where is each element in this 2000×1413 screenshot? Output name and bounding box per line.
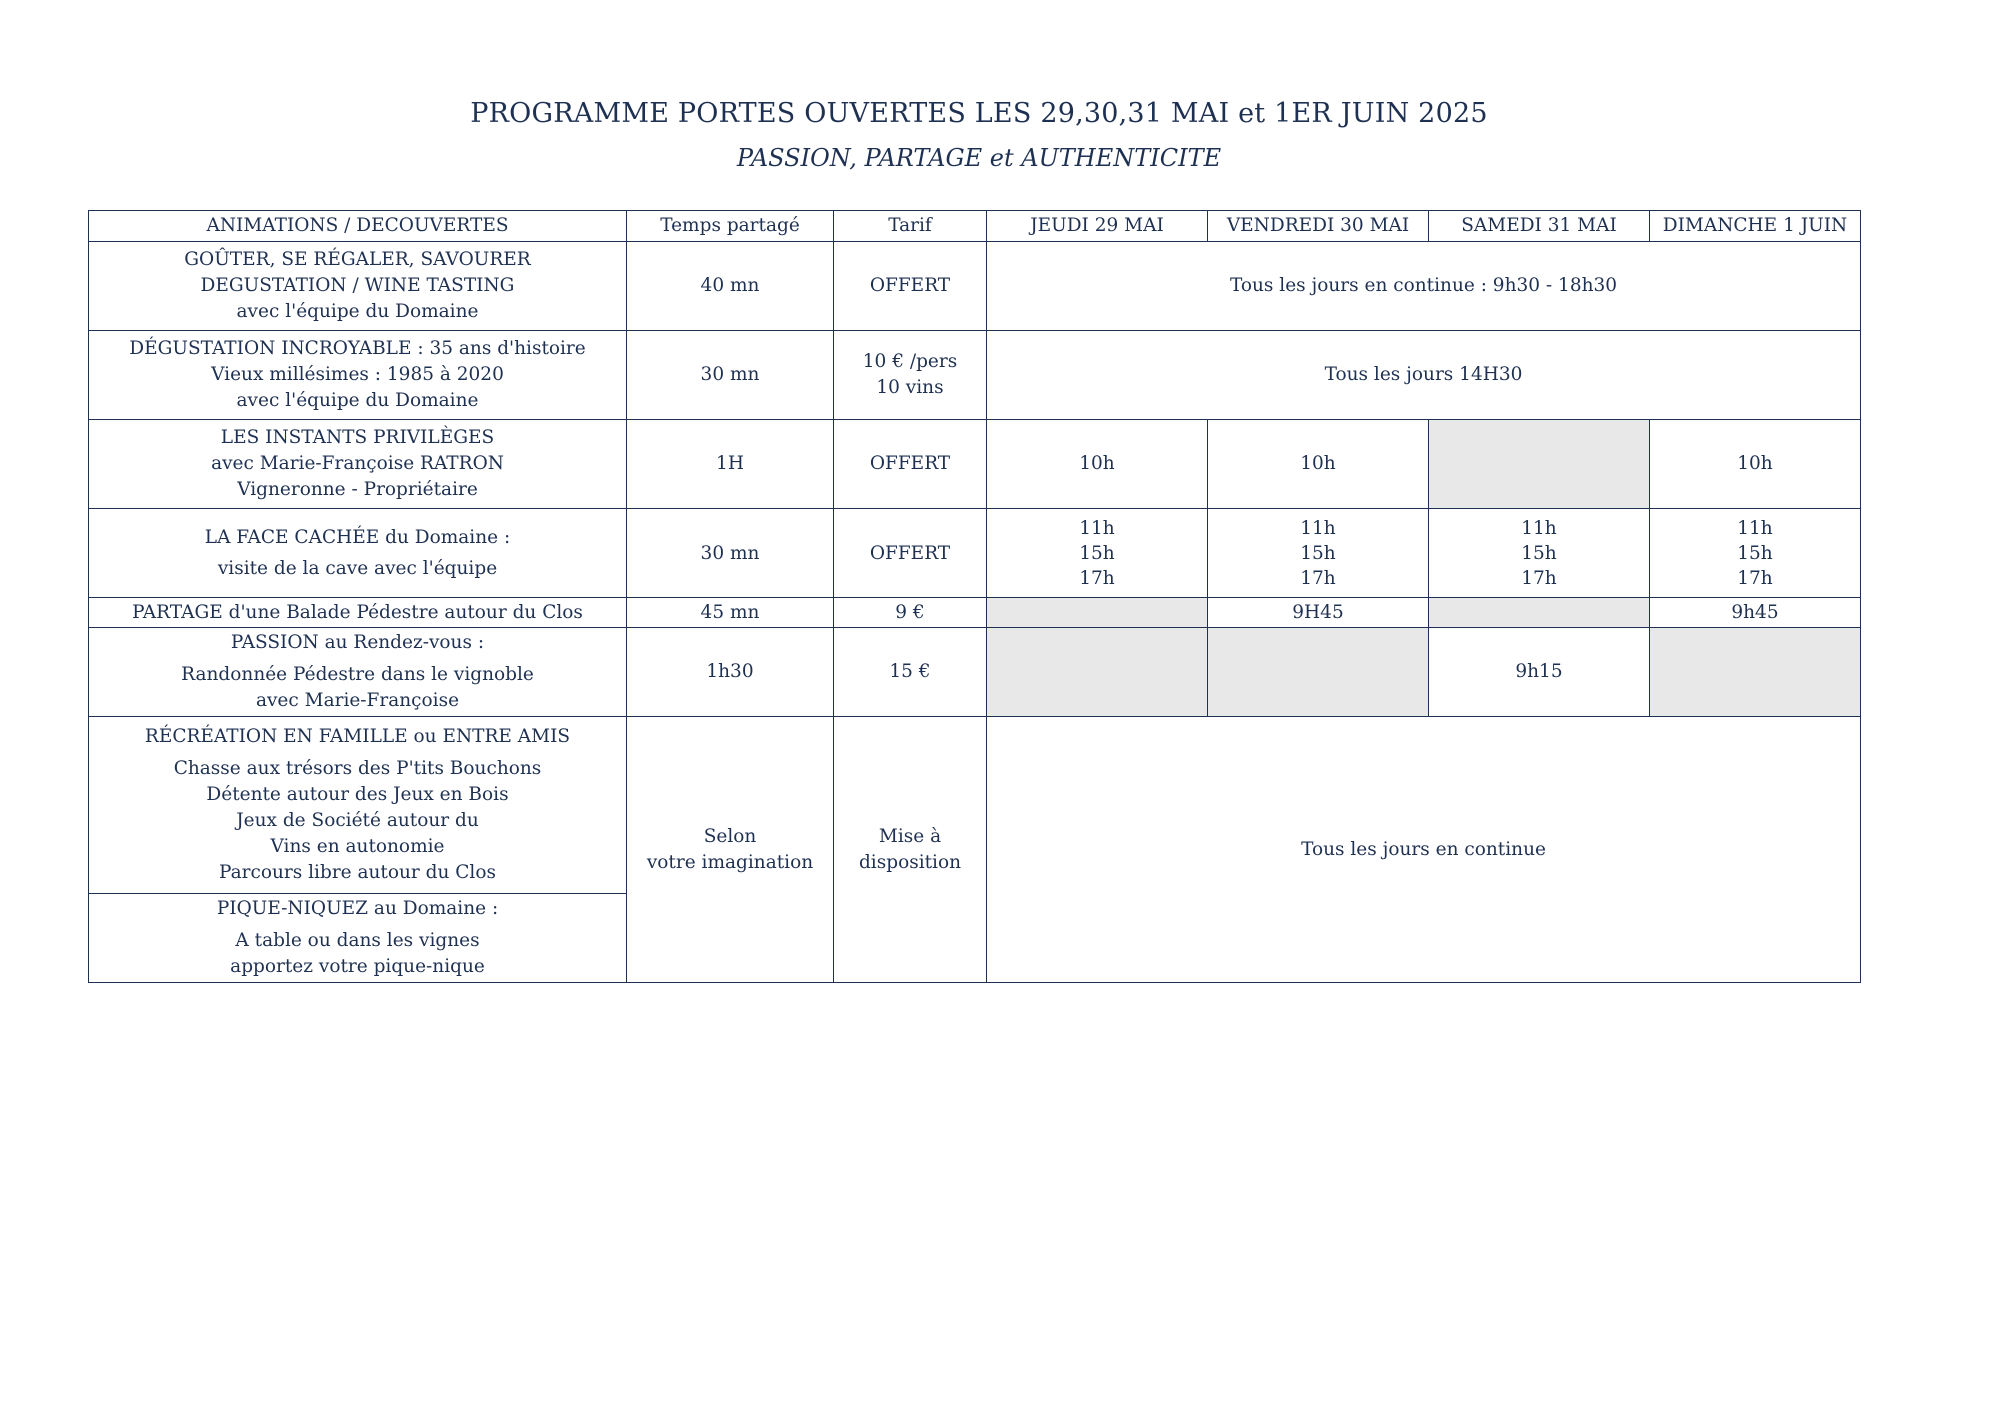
activity-cell: [89, 628, 627, 717]
time-slot: 15h: [1079, 542, 1115, 564]
activity-line: DEGUSTATION / WINE TASTING: [200, 275, 515, 296]
time-slot: 17h: [1521, 567, 1557, 589]
schedule-friday-unavailable: [1208, 628, 1429, 717]
schedule-friday: 9H45: [1208, 598, 1429, 628]
activity-cell: [89, 420, 627, 509]
schedule-all-days: Tous les jours 14H30: [987, 331, 1861, 420]
duration-cell: 30 mn: [627, 509, 834, 598]
activity-title: LA FACE CACHÉE du Domaine :: [204, 527, 511, 548]
schedule-saturday-unavailable: [1429, 598, 1650, 628]
activity-cell: [89, 598, 627, 628]
price-line: OFFERT: [869, 453, 951, 474]
price-cell: [834, 242, 987, 331]
price-cell: [834, 331, 987, 420]
schedule-sunday-unavailable: [1650, 628, 1861, 717]
price-line: 9 €: [895, 601, 925, 623]
activity-cell: [89, 509, 627, 598]
activity-line: avec Marie-Françoise: [255, 690, 460, 711]
time-slot: 17h: [1737, 567, 1773, 589]
activity-cell: [89, 242, 627, 331]
price-line: 15 €: [889, 661, 931, 682]
price-line: OFFERT: [869, 275, 951, 296]
table-row: [89, 331, 1861, 420]
table-row: [89, 598, 1861, 628]
activity-title: DÉGUSTATION INCROYABLE : 35 ans d'histoire: [129, 338, 586, 359]
time-slot: 11h: [1079, 517, 1115, 539]
header-activity: ANIMATIONS / DECOUVERTES: [89, 211, 627, 242]
page-title: PROGRAMME PORTES OUVERTES LES 29,30,31 MAI et 1ER JUIN 2025: [470, 98, 1488, 129]
activity-line: Chasse aux trésors des P'tits Bouchons: [173, 758, 542, 779]
activity-title: PARTAGE d'une Balade Pédestre autour du Clos: [132, 601, 583, 623]
activity-line: avec l'équipe du Domaine: [236, 390, 479, 411]
header-day-sunday: DIMANCHE 1 JUIN: [1650, 211, 1861, 242]
time-slot: 15h: [1521, 542, 1557, 564]
duration-cell: 40 mn: [627, 242, 834, 331]
schedule-thursday-unavailable: [987, 628, 1208, 717]
schedule-saturday: [1429, 509, 1650, 598]
activity-line: Vins en autonomie: [270, 836, 445, 857]
price-line: disposition: [858, 851, 962, 873]
schedule-thursday: 10h: [987, 420, 1208, 509]
activity-line: apportez votre pique-nique: [230, 956, 485, 977]
price-cell: [834, 509, 987, 598]
activity-line: avec Marie-Françoise RATRON: [211, 453, 504, 474]
activity-title: PIQUE-NIQUEZ au Domaine :: [216, 898, 499, 919]
table-row: [89, 242, 1861, 331]
header-row: [89, 211, 1861, 242]
schedule-friday: 10h: [1208, 420, 1429, 509]
schedule-sunday: [1650, 509, 1861, 598]
schedule-friday: [1208, 509, 1429, 598]
price-cell: [834, 598, 987, 628]
price-line: Mise à: [878, 825, 942, 847]
activity-line: Parcours libre autour du Clos: [219, 862, 496, 883]
duration-cell: 1h30: [627, 628, 834, 717]
schedule-thursday-unavailable: [987, 598, 1208, 628]
time-slot: 11h: [1521, 517, 1557, 539]
table-row: [89, 628, 1861, 717]
page-subtitle: PASSION, PARTAGE et AUTHENTICITE: [736, 144, 1222, 172]
activity-title: GOÛTER, SE RÉGALER, SAVOURER: [184, 249, 531, 270]
schedule-thursday: [987, 509, 1208, 598]
schedule-sunday: 10h: [1650, 420, 1861, 509]
activity-line: Randonnée Pédestre dans le vignoble: [181, 664, 534, 685]
duration-cell: 30 mn: [627, 331, 834, 420]
activity-cell: [89, 717, 627, 894]
price-line: 10 vins: [876, 377, 944, 398]
activity-line: A table ou dans les vignes: [235, 930, 480, 951]
schedule-saturday-unavailable: [1429, 420, 1650, 509]
activity-title: RÉCRÉATION EN FAMILLE ou ENTRE AMIS: [144, 726, 571, 747]
duration-cell: 1H: [627, 420, 834, 509]
table-row: [89, 420, 1861, 509]
activity-line: avec l'équipe du Domaine: [236, 301, 479, 322]
time-slot: 15h: [1300, 542, 1336, 564]
activity-line: Détente autour des Jeux en Bois: [206, 784, 509, 805]
price-line: 10 € /pers: [862, 351, 958, 372]
activity-title: PASSION au Rendez-vous :: [230, 632, 485, 653]
price-cell: [834, 628, 987, 717]
activity-line: Jeux de Société autour du: [236, 810, 479, 831]
time-slot: 15h: [1737, 542, 1773, 564]
activity-title: LES INSTANTS PRIVILÈGES: [220, 427, 495, 448]
header-day-friday: VENDREDI 30 MAI: [1208, 211, 1429, 242]
table-row: [89, 717, 1861, 894]
schedule-all-days: Tous les jours en continue: [987, 717, 1861, 983]
schedule-all-days: Tous les jours en continue : 9h30 - 18h30: [987, 242, 1861, 331]
time-slot: 17h: [1079, 567, 1115, 589]
header-day-thursday: JEUDI 29 MAI: [987, 211, 1208, 242]
duration-line: Selon: [703, 825, 757, 847]
duration-cell: 45 mn: [627, 598, 834, 628]
time-slot: 17h: [1300, 567, 1336, 589]
duration-cell: [627, 717, 834, 983]
activity-line: Vigneronne - Propriétaire: [237, 479, 478, 500]
price-cell: [834, 420, 987, 509]
activity-cell: [89, 894, 627, 983]
schedule-saturday: 9h15: [1429, 628, 1650, 717]
table-row: [89, 509, 1861, 598]
header-day-saturday: SAMEDI 31 MAI: [1429, 211, 1650, 242]
duration-line: votre imagination: [646, 851, 814, 873]
activity-cell: [89, 331, 627, 420]
schedule-sunday: 9h45: [1650, 598, 1861, 628]
programme-table: [88, 210, 1861, 983]
price-cell: [834, 717, 987, 983]
time-slot: 11h: [1737, 517, 1773, 539]
activity-line: Vieux millésimes : 1985 à 2020: [211, 364, 504, 385]
time-slot: 11h: [1300, 517, 1336, 539]
activity-line: visite de la cave avec l'équipe: [217, 558, 498, 579]
header-duration: Temps partagé: [627, 211, 834, 242]
price-line: OFFERT: [869, 542, 951, 564]
header-price: Tarif: [834, 211, 987, 242]
